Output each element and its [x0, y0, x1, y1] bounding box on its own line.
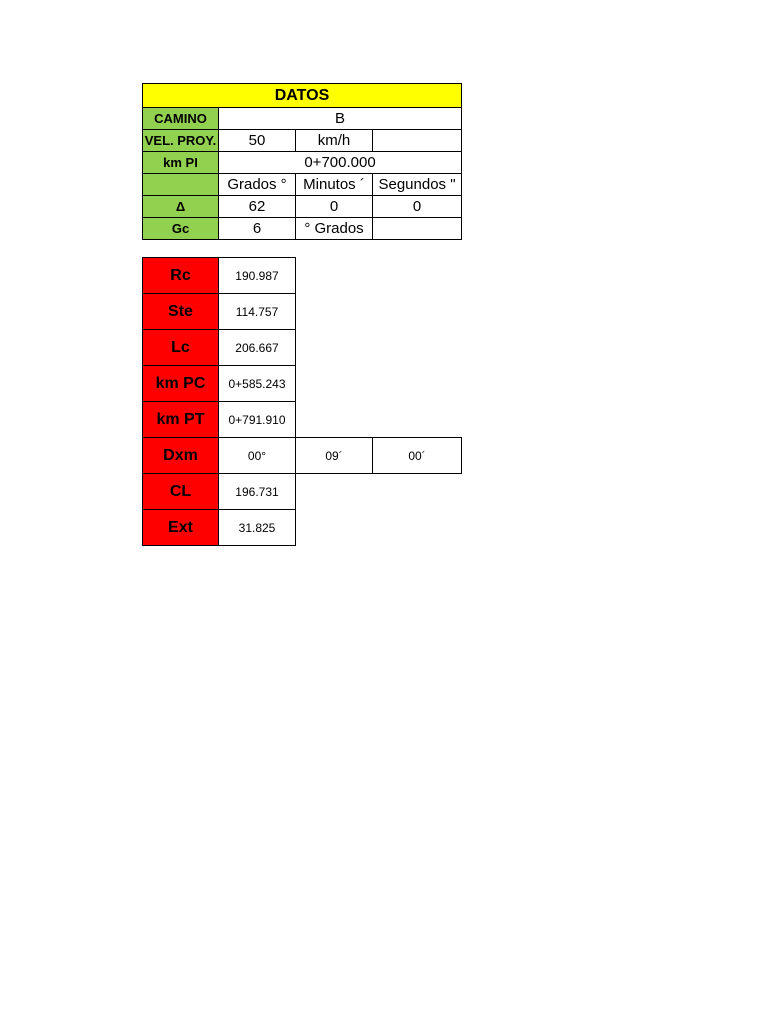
gc-value[interactable]: 6 — [219, 218, 296, 240]
ste-label: Ste — [143, 294, 219, 330]
segundos-header: Segundos " — [373, 174, 462, 196]
lc-value: 206.667 — [219, 330, 296, 366]
lc-label: Lc — [143, 330, 219, 366]
empty-cell — [296, 366, 462, 402]
datos-table — [142, 83, 462, 240]
empty-cell — [296, 510, 462, 546]
ext-value: 31.825 — [219, 510, 296, 546]
km-pt-label: km PT — [143, 402, 219, 438]
angle-header-label — [143, 174, 219, 196]
cl-label: CL — [143, 474, 219, 510]
empty-cell — [296, 294, 462, 330]
dxm-segundos: 00´ — [373, 438, 462, 474]
empty-cell — [296, 258, 462, 294]
delta-grados[interactable]: 62 — [219, 196, 296, 218]
km-pc-value: 0+585.243 — [219, 366, 296, 402]
gc-label: Gc — [143, 218, 219, 240]
empty-cell — [296, 402, 462, 438]
delta-label: Δ — [143, 196, 219, 218]
vel-proy-extra-cell[interactable] — [373, 130, 462, 152]
vel-proy-unit: km/h — [296, 130, 373, 152]
cl-value: 196.731 — [219, 474, 296, 510]
empty-cell — [296, 474, 462, 510]
dxm-grados: 00° — [219, 438, 296, 474]
gc-extra-cell[interactable] — [373, 218, 462, 240]
km-pi-label: km PI — [143, 152, 219, 174]
camino-label: CAMINO — [143, 108, 219, 130]
rc-value: 190.987 — [219, 258, 296, 294]
rc-label: Rc — [143, 258, 219, 294]
vel-proy-value[interactable]: 50 — [219, 130, 296, 152]
ext-label: Ext — [143, 510, 219, 546]
gc-unit: ° Grados — [296, 218, 373, 240]
ste-value: 114.757 — [219, 294, 296, 330]
grados-header: Grados ° — [219, 174, 296, 196]
camino-value[interactable]: B — [219, 108, 462, 130]
vel-proy-label: VEL. PROY. — [143, 130, 219, 152]
km-pt-value: 0+791.910 — [219, 402, 296, 438]
datos-title: DATOS — [143, 84, 462, 108]
dxm-minutos: 09´ — [296, 438, 373, 474]
km-pi-value[interactable]: 0+700.000 — [219, 152, 462, 174]
results-table — [142, 257, 462, 546]
delta-segundos[interactable]: 0 — [373, 196, 462, 218]
delta-minutos[interactable]: 0 — [296, 196, 373, 218]
empty-cell — [296, 330, 462, 366]
minutos-header: Minutos ´ — [296, 174, 373, 196]
dxm-label: Dxm — [143, 438, 219, 474]
km-pc-label: km PC — [143, 366, 219, 402]
